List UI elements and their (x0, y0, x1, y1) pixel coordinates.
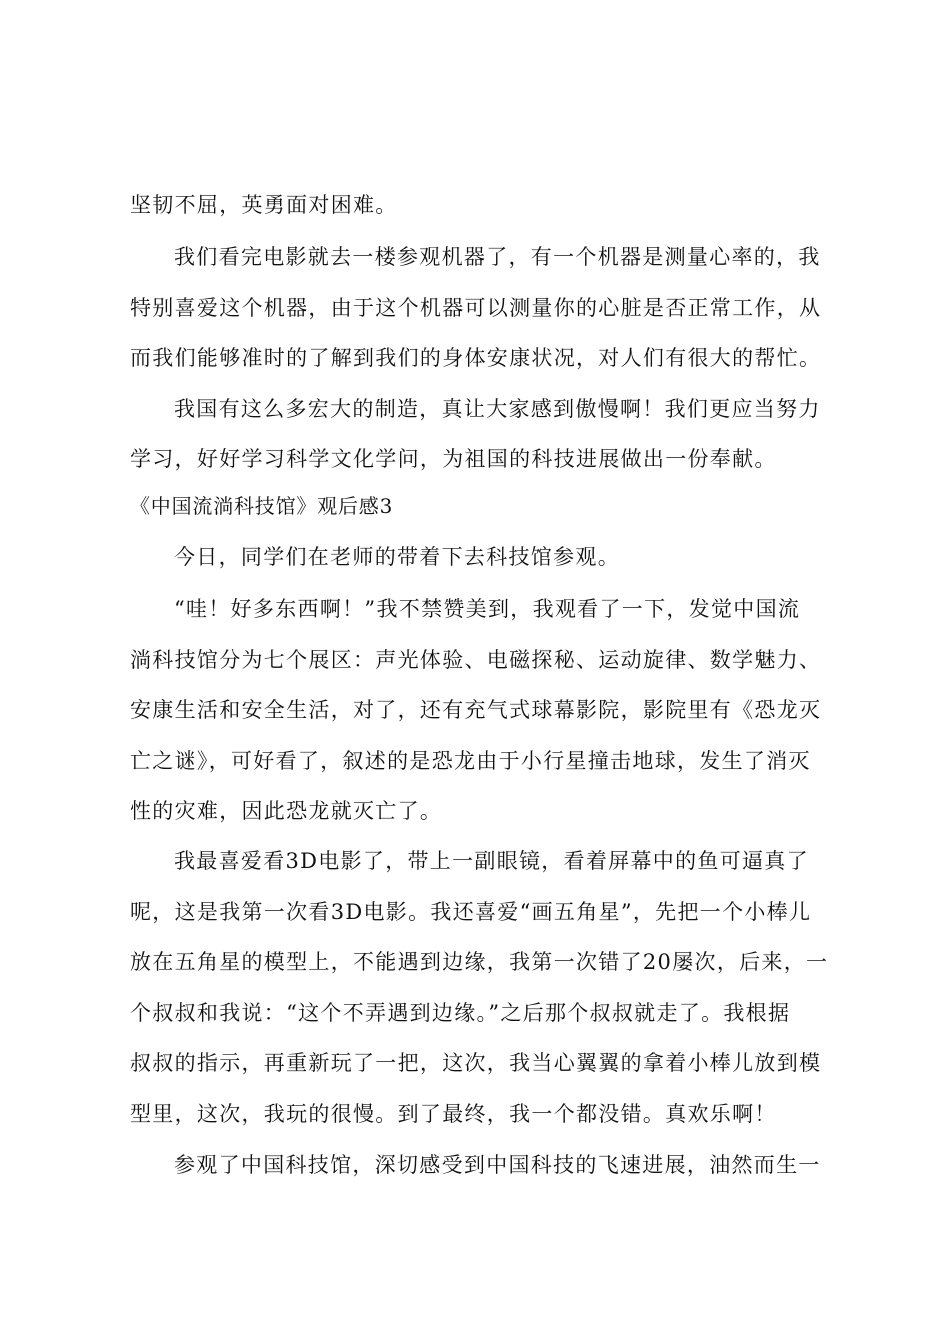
text-line: 参观了中国科技馆，深切感受到中国科技的飞速进展，油然而生一 (174, 1153, 821, 1177)
text-line: 特别喜爱这个机器，由于这个机器可以测量你的心脏是否正常工作，从 (130, 296, 822, 320)
text-line: 型里，这次，我玩的很慢。到了最终，我一个都没错。真欢乐啊！ (130, 1102, 777, 1126)
text-line: 我国有这么多宏大的制造，真让大家感到傲慢啊！我们更应当努力 (174, 397, 821, 421)
text-line: 今日，同学们在老师的带着下去科技馆参观。 (174, 545, 620, 569)
text-line: 个叔叔和我说：“这个不弄遇到边缘。”之后那个叔叔就走了。我根据 (130, 1001, 791, 1025)
text-line: 我最喜爱看3D电影了，带上一副眼镜，看着屏幕中的鱼可逼真了 (174, 849, 809, 873)
text-line: 呢，这是我第一次看3D电影。我还喜爱“画五角星”，先把一个小棒儿 (130, 900, 812, 924)
text-line: 淌科技馆分为七个展区：声光体验、电磁探秘、运动旋律、数学魅力、 (130, 648, 822, 672)
text-line: 安康生活和安全生活，对了，还有充气式球幕影院，影院里有《恐龙灭 (130, 698, 822, 722)
section-heading: 《中国流淌科技馆》观后感3 (130, 494, 394, 518)
text-line: 亡之谜》，可好看了，叙述的是恐龙由于小行星撞击地球，发生了消灭 (130, 749, 811, 773)
text-line: 我们看完电影就去一楼参观机器了，有一个机器是测量心率的，我 (174, 245, 821, 269)
text-line: 坚韧不屈，英勇面对困难。 (130, 193, 398, 217)
text-line: “哇！好多东西啊！”我不禁赞美到，我观看了一下，发觉中国流 (174, 597, 801, 621)
text-line: 放在五角星的模型上，不能遇到边缘，我第一次错了20屡次，后来，一 (130, 950, 829, 974)
text-line: 学习，好好学习科学文化学问，为祖国的科技进展做出一份奉献。 (130, 447, 777, 471)
text-line: 而我们能够准时的了解到我们的身体安康状况，对人们有很大的帮忙。 (130, 346, 822, 370)
text-line: 叔叔的指示，再重新玩了一把，这次，我当心翼翼的拿着小棒儿放到模 (130, 1051, 822, 1075)
text-line: 性的灾难，因此恐龙就灭亡了。 (130, 799, 443, 823)
